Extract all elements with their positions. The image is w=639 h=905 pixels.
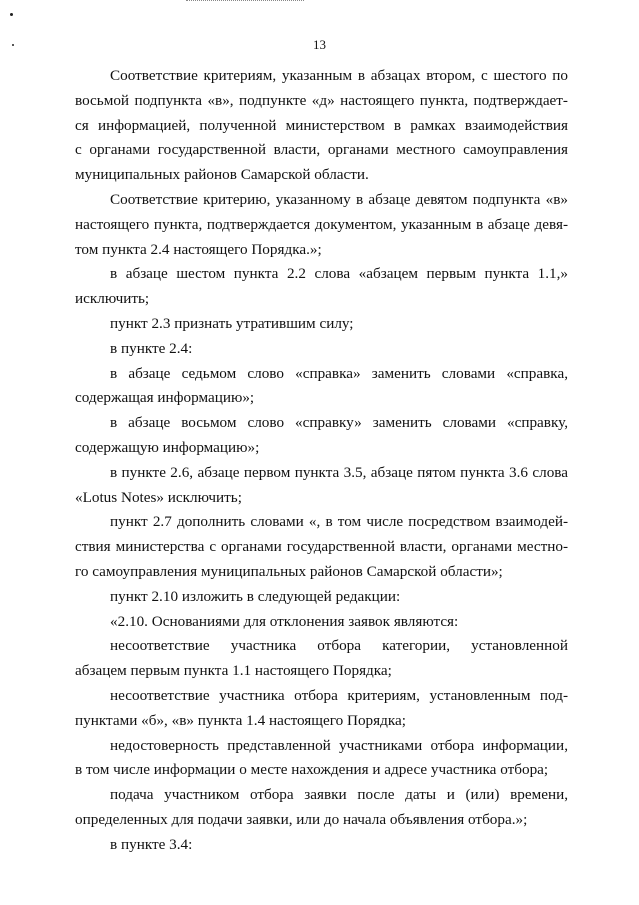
text-line: в том числе информации о месте нахождения и адресе участника отбора; bbox=[75, 761, 549, 779]
paragraph bbox=[75, 312, 568, 337]
text-line: с органами государственной власти, органами местного самоуправления bbox=[75, 141, 568, 159]
text-line: в абзаце шестом пункта 2.2 слова «абзацем первым пункта 1.1,» bbox=[110, 265, 568, 283]
text-line: недостоверность представленной участниками отбора информации, bbox=[110, 736, 568, 754]
paragraph bbox=[75, 337, 568, 362]
paragraph bbox=[75, 411, 568, 461]
document-body bbox=[75, 64, 568, 858]
text-line: пунктами «б», «в» пункта 1.4 настоящего Порядка; bbox=[75, 711, 406, 729]
text-line: ся информацией, полученной министерством в рамках взаимодействия bbox=[75, 116, 568, 134]
text-line: настоящего пункта, подтверждается документом, указанным в абзаце девя- bbox=[75, 215, 568, 233]
text-line: восьмой подпункта «в», подпункте «д» настоящего пункта, подтверждает- bbox=[75, 91, 568, 109]
text-line: абзацем первым пункта 1.1 настоящего Порядка; bbox=[75, 662, 392, 680]
text-line: в абзаце седьмом слово «справка» заменить словами «справка, bbox=[110, 364, 568, 382]
text-line: в пункте 3.4: bbox=[110, 835, 193, 853]
text-line: содержащую информацию»; bbox=[75, 438, 260, 456]
text-line: подача участником отбора заявки после даты и (или) времени, bbox=[110, 786, 568, 804]
paragraph bbox=[75, 783, 568, 833]
text-line: определенных для подачи заявки, или до начала объявления отбора.»; bbox=[75, 810, 528, 828]
paragraph bbox=[75, 734, 568, 784]
text-line: муниципальных районов Самарской области. bbox=[75, 166, 369, 184]
paragraph bbox=[75, 684, 568, 734]
scan-edge-mark bbox=[186, 0, 304, 2]
text-line: Соответствие критерию, указанному в абзаце девятом подпункта «в» bbox=[110, 190, 568, 208]
paragraph bbox=[75, 634, 568, 684]
text-line: пункт 2.7 дополнить словами «, в том числе посредством взаимодей- bbox=[110, 513, 568, 531]
scan-speck bbox=[10, 13, 13, 16]
text-line: том пункта 2.4 настоящего Порядка.»; bbox=[75, 240, 322, 258]
text-line: ствия министерства с органами государственной власти, органами местно- bbox=[75, 538, 568, 556]
paragraph bbox=[75, 585, 568, 610]
paragraph bbox=[75, 64, 568, 188]
paragraph bbox=[75, 510, 568, 584]
paragraph bbox=[75, 262, 568, 312]
paragraph bbox=[75, 833, 568, 858]
text-line: го самоуправления муниципальных районов Самарской области»; bbox=[75, 562, 503, 580]
text-line: пункт 2.10 изложить в следующей редакции: bbox=[110, 587, 401, 605]
page-number: 13 bbox=[313, 37, 326, 52]
text-line: исключить; bbox=[75, 290, 150, 308]
text-line: несоответствие участника отбора критериям, установленным под- bbox=[110, 686, 568, 704]
text-line: «Lotus Notes» исключить; bbox=[75, 488, 242, 506]
text-line: Соответствие критериям, указанным в абзацах втором, с шестого по bbox=[110, 67, 568, 84]
text-line: пункт 2.3 признать утратившим силу; bbox=[110, 314, 354, 332]
text-line: в пункте 2.6, абзаце первом пункта 3.5, абзаце пятом пункта 3.6 слова bbox=[110, 463, 568, 481]
text-line: «2.10. Основаниями для отклонения заявок являются: bbox=[110, 612, 459, 630]
paragraph bbox=[75, 188, 568, 262]
text-line: содержащая информацию»; bbox=[75, 389, 255, 407]
paragraph bbox=[75, 362, 568, 412]
paragraph bbox=[75, 461, 568, 511]
text-line: несоответствие участника отбора категории, установленной bbox=[110, 637, 568, 655]
paragraph bbox=[75, 610, 568, 635]
text-line: в пункте 2.4: bbox=[110, 339, 193, 357]
text-line: в абзаце восьмом слово «справку» заменить словами «справку, bbox=[110, 414, 568, 432]
